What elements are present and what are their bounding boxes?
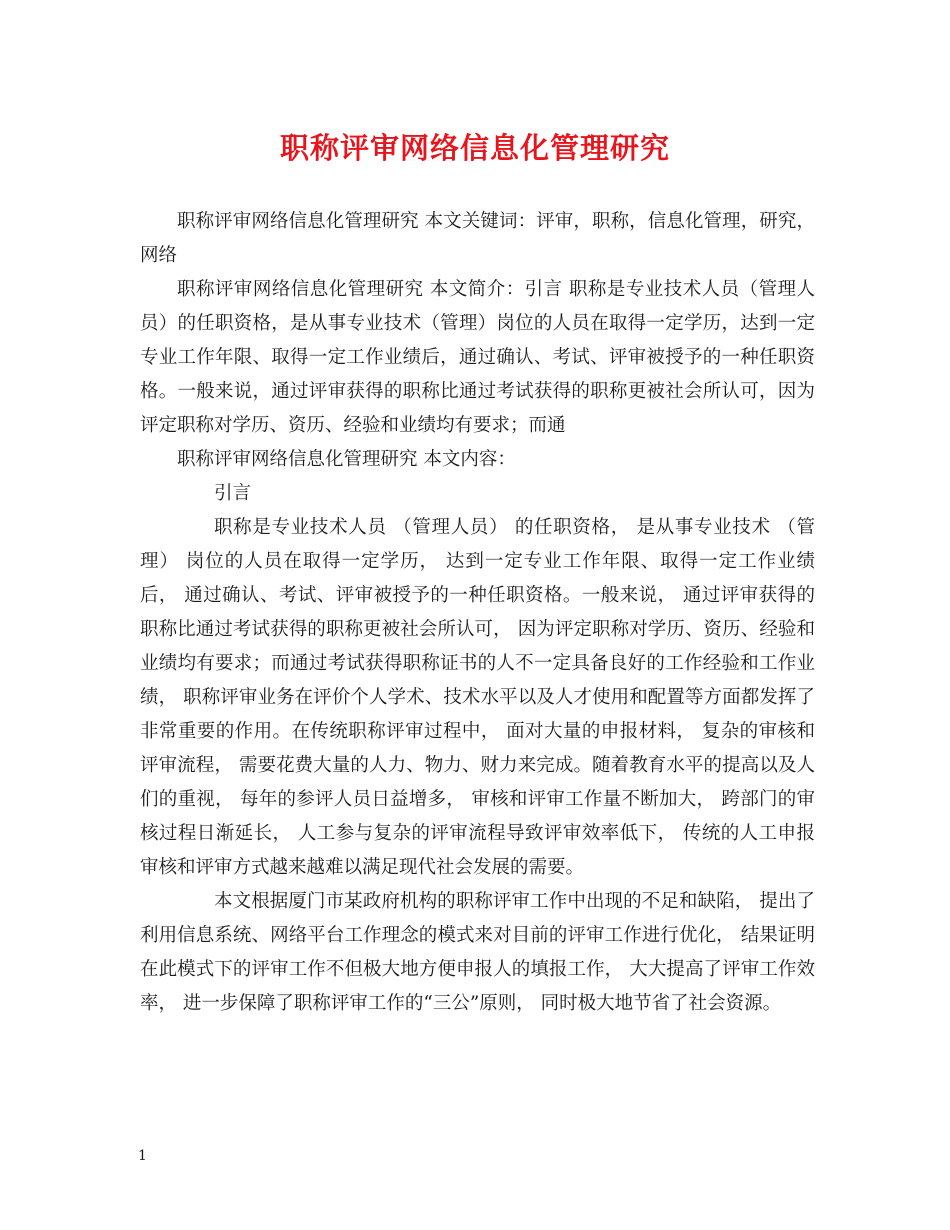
body-paragraph-1: 职称是专业技术人员 （管理人员） 的任职资格， 是从事专业技术 （管理） 岗位的人员在取得一定学历， 达到一定专业工作年限、取得一定工作业绩后， 通过确认、考试、评审被授予的一种任职资格。一般来说， 通过评审获得的职称比通过考试获得的职称更被社会所认可， 因为评定职称对学历、资历、经验和业绩均有要求；而通过考试获得职称证书的人不一定具备良好的工作经验和工作业绩， 职称评审业务在评价个人学术、技术水平以及人才使用和配置等方面都发挥了非常重要的作用。在传统职称评审过程中， 面对大量的申报材料， 复杂的审核和评审流程， 需要花费大量的人力、物力、财力来完成。随着教育水平的提高以及人们的重视， 每年的参评人员日益增多， 审核和评审工作量不断加大， 跨部门的审核过程日渐延长， 人工参与复杂的评审流程导致评审效率低下， 传统的人工申报审核和评审方式越来越难以满足现代社会发展的需要。 bbox=[140, 517, 815, 878]
document-body bbox=[140, 205, 815, 1021]
summary-paragraph: 职称评审网络信息化管理研究 本文简介：引言 职称是专业技术人员（管理人员）的任职资格，是从事专业技术（管理）岗位的人员在取得一定学历，达到一定专业工作年限、取得一定工作业绩后，通过确认、考试、评审被授予的一种任职资格。一般来说，通过评审获得的职称比通过考试获得的职称更被社会所认可，因为评定职称对学历、资历、经验和业绩均有要求；而通 bbox=[140, 279, 815, 436]
body-paragraph-2: 本文根据厦门市某政府机构的职称评审工作中出现的不足和缺陷， 提出了利用信息系统、网络平台工作理念的模式来对目前的评审工作进行优化， 结果证明在此模式下的评审工作不但极大地方便申报人的填报工作， 大大提高了评审工作效率， 进一步保障了职称评审工作的“三公”原则， 同时极大地节省了社会资源。 bbox=[140, 891, 815, 1014]
document-title: 职称评审网络信息化管理研究 bbox=[279, 131, 670, 165]
content-label-paragraph: 职称评审网络信息化管理研究 本文内容： bbox=[177, 449, 516, 470]
page-number: 1 bbox=[138, 1148, 147, 1164]
introduction-heading: 引言 bbox=[214, 483, 252, 504]
keywords-paragraph: 职称评审网络信息化管理研究 本文关键词：评审，职称，信息化管理，研究，网络 bbox=[140, 211, 815, 266]
